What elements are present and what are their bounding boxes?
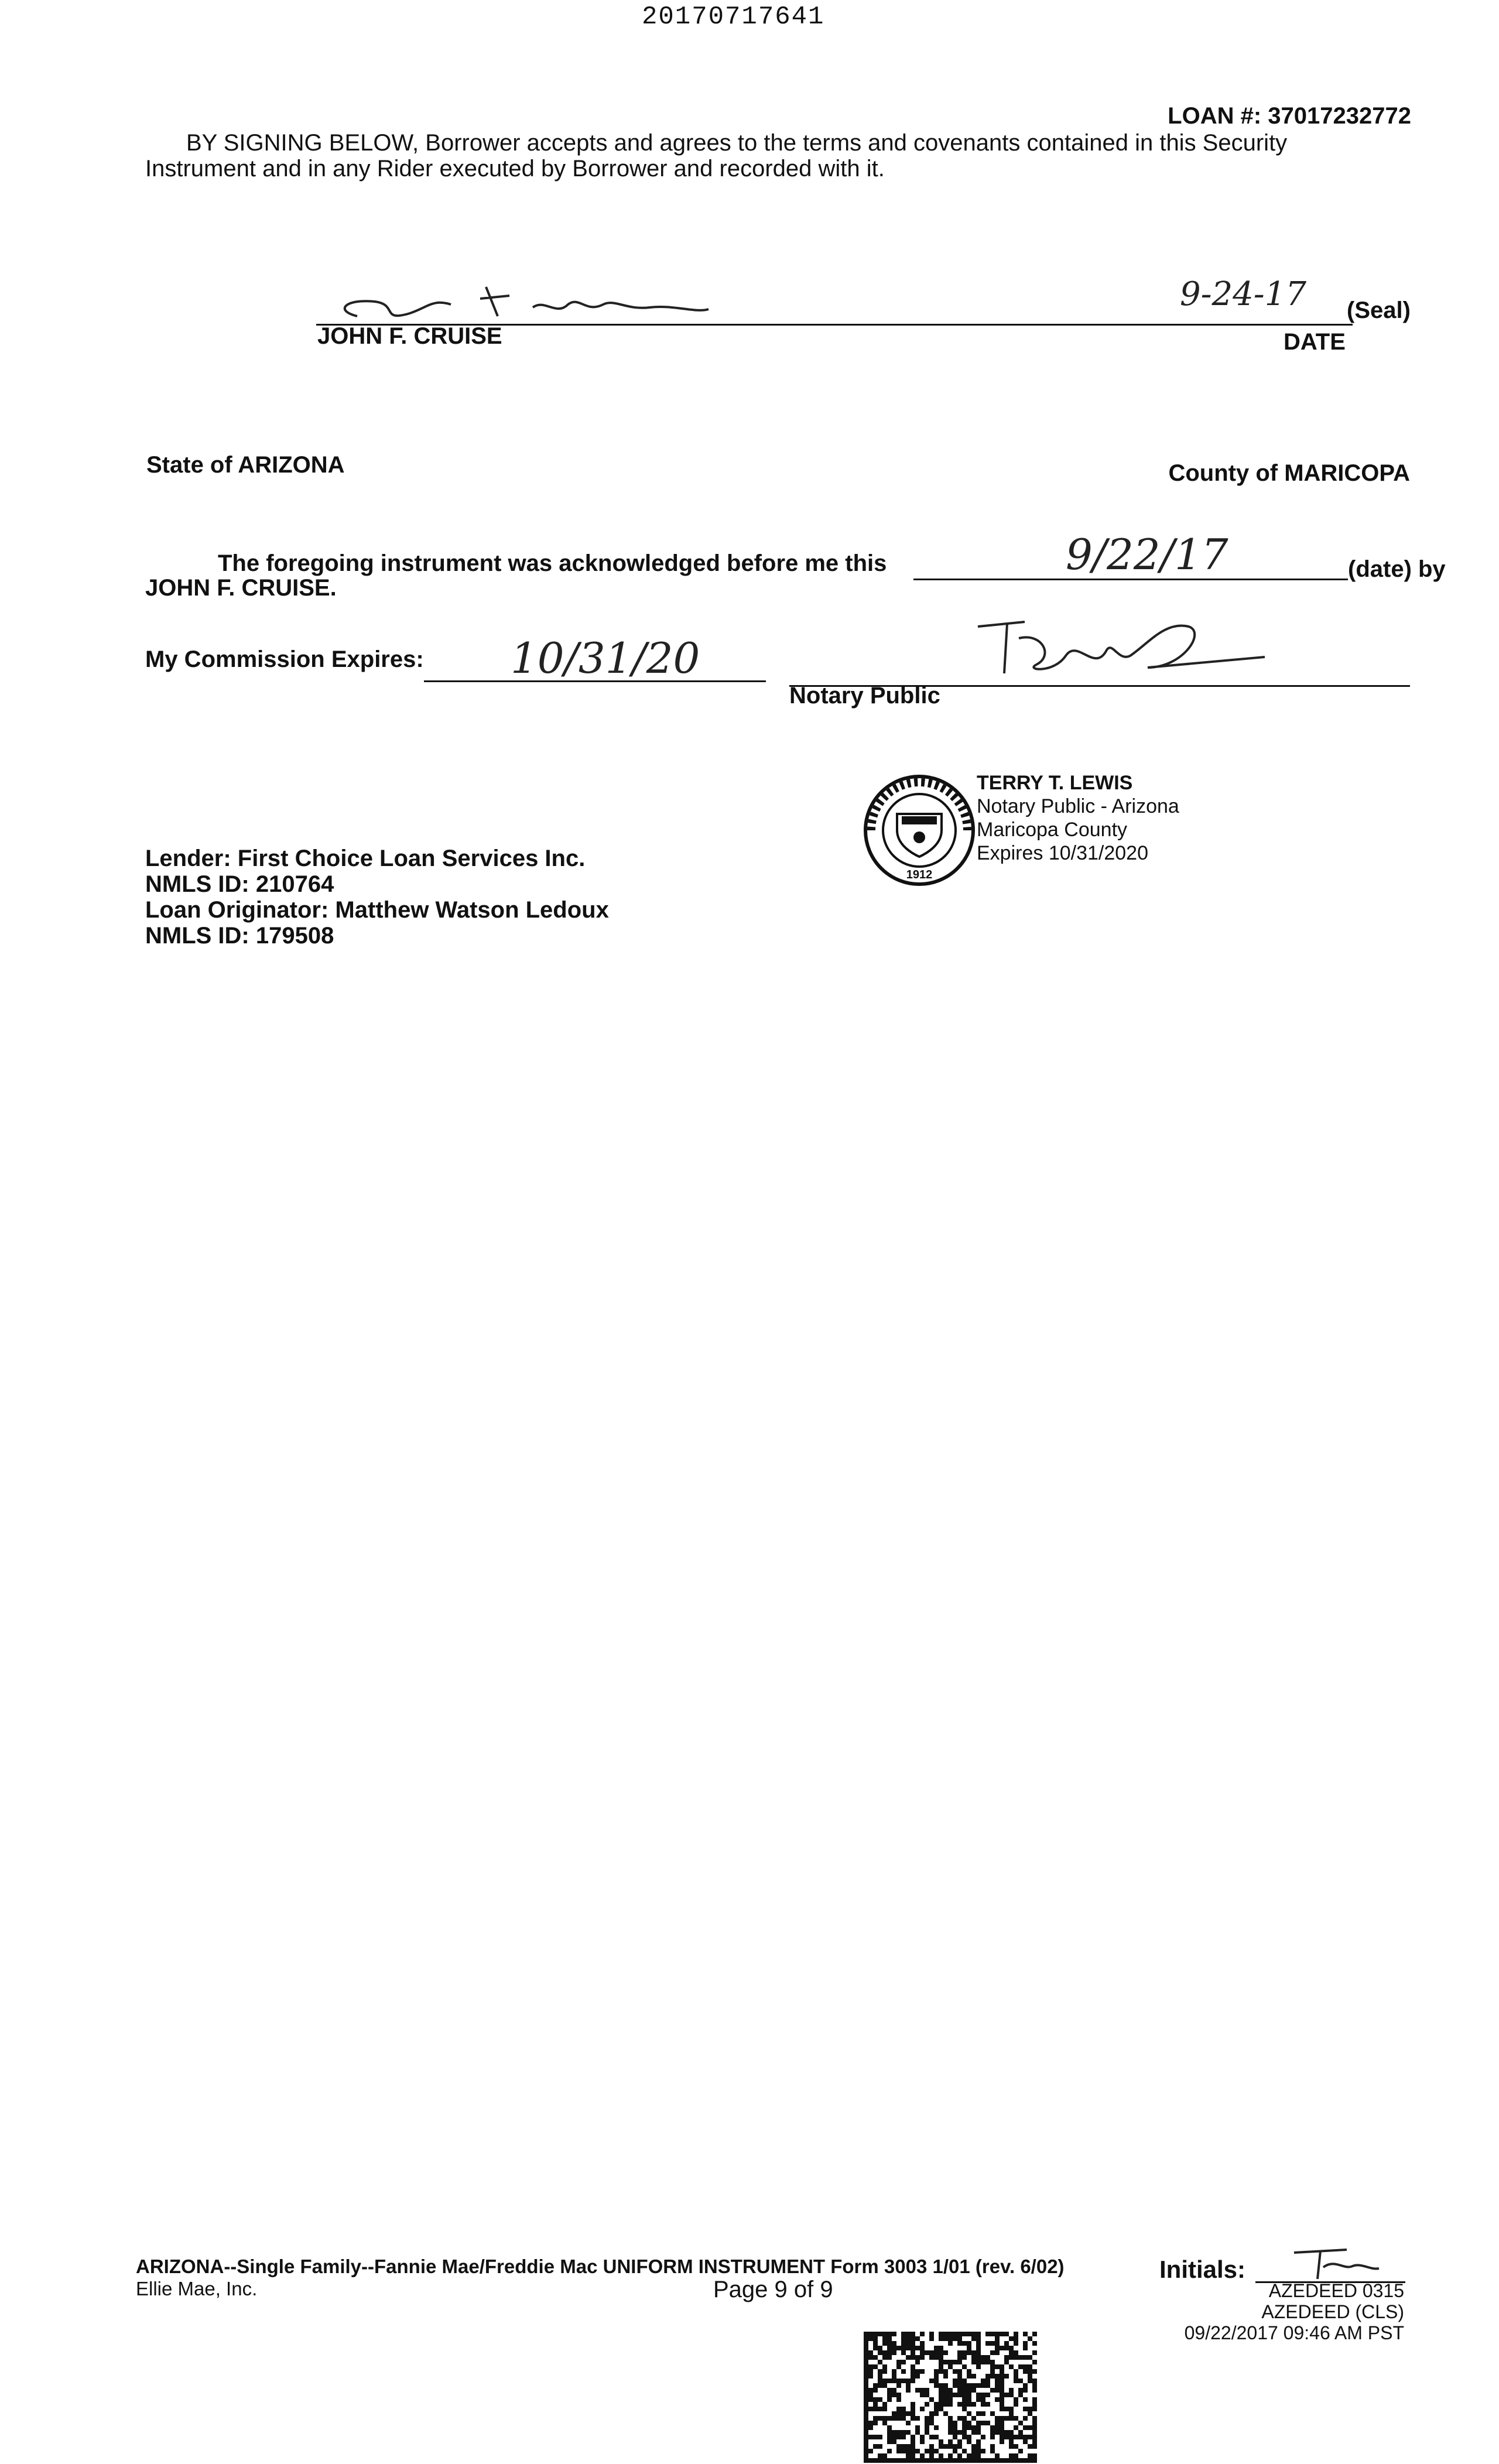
state-label: State of ARIZONA xyxy=(146,452,345,478)
commission-label: My Commission Expires: xyxy=(145,646,424,672)
footer-timestamp: 09/22/2017 09:46 AM PST xyxy=(1184,2322,1404,2343)
lender-name: Lender: First Choice Loan Services Inc. xyxy=(145,846,586,871)
loan-number-line xyxy=(1168,103,1411,129)
borrower-name: JOHN F. CRUISE xyxy=(317,323,502,349)
footer-form: ARIZONA--Single Family--Fannie Mae/Freddie Mac UNIFORM INSTRUMENT Form 3003 1/01 (rev. 6/02) xyxy=(136,2256,1065,2277)
county-label: County of MARICOPA xyxy=(1168,460,1410,486)
date-label: DATE xyxy=(1284,329,1346,355)
loan-originator: Loan Originator: Matthew Watson Ledoux xyxy=(145,897,609,923)
seal-label: (Seal) xyxy=(1347,297,1411,323)
lender-nmls: NMLS ID: 210764 xyxy=(145,871,334,897)
initials-signature xyxy=(1288,2244,1382,2281)
notary-expires: Expires 10/31/2020 xyxy=(977,842,1148,864)
footer-page: Page 9 of 9 xyxy=(713,2277,833,2302)
notary-public-label: Notary Public xyxy=(789,683,940,709)
originator-nmls: NMLS ID: 179508 xyxy=(145,923,334,949)
acknowledgment-statement: The foregoing instrument was acknowledged before me this xyxy=(218,550,887,576)
ack-name: JOHN F. CRUISE. xyxy=(145,575,337,601)
notary-county: Maricopa County xyxy=(977,819,1128,841)
footer-code-2: AZEDEED (CLS) xyxy=(1261,2301,1404,2322)
footer-vendor: Ellie Mae, Inc. xyxy=(136,2278,258,2299)
borrower-date-handwritten: 9-24-17 xyxy=(1180,275,1306,313)
notary-seal-icon xyxy=(861,772,978,889)
intro-line-1: BY SIGNING BELOW, Borrower accepts and agrees to the terms and covenants contained in this Security xyxy=(186,130,1288,156)
barcode-icon xyxy=(862,2332,1039,2463)
notary-signature xyxy=(972,609,1276,685)
loan-number: 37017232772 xyxy=(1268,103,1411,129)
notary-name: TERRY T. LEWIS xyxy=(977,772,1133,794)
footer-code-1: AZEDEED 0315 xyxy=(1268,2280,1404,2301)
ack-date-suffix: (date) by xyxy=(1348,556,1446,582)
loan-label: LOAN #: xyxy=(1168,103,1262,129)
intro-line-2: Instrument and in any Rider executed by Borrower and recorded with it. xyxy=(145,156,885,182)
seal-year: 1912 xyxy=(906,868,933,881)
initials-label: Initials: xyxy=(1159,2256,1246,2283)
ack-date-handwritten: 9/22/17 xyxy=(1066,530,1228,579)
commission-handwritten: 10/31/20 xyxy=(511,634,700,683)
notary-title: Notary Public - Arizona xyxy=(977,795,1179,817)
document-number: 20170717641 xyxy=(642,2,825,32)
